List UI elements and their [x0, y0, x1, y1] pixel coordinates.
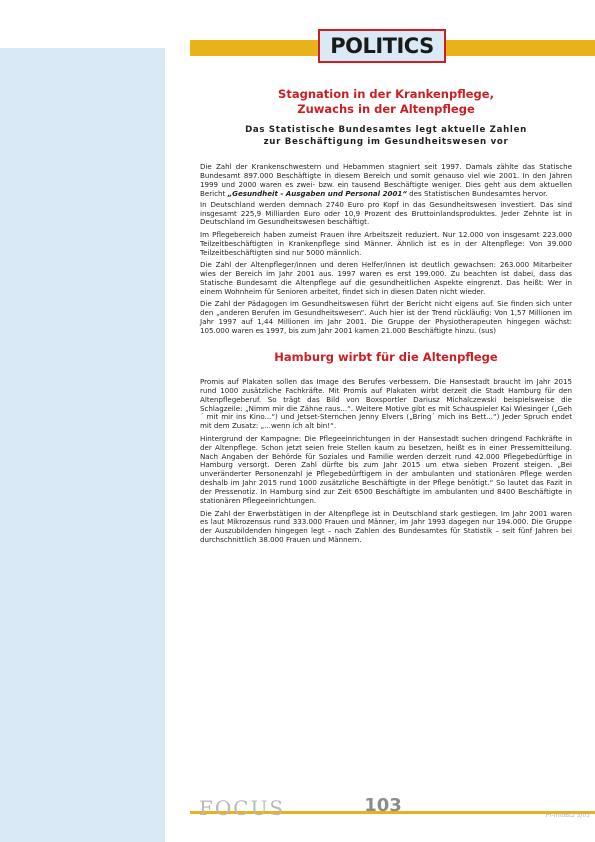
- article-paragraph-4: Die Zahl der Altenpfleger/innen und deren Helfer/innen ist deutlich gewachsen: 263.000 Mitarbeiter wies der Bereich im Jahr 2001 aus. 1997 waren es erst 199.000. Zu beachten ist dabei, dass das Statische Bundesamt die Altenpflege auf die gesundheitlichen Aspekte eingrenzt. Das heißt: Wer in einem Wohnheim für Senioren arbeitet, findet sich in diesen Daten nicht wieder.: [200, 260, 572, 296]
- article-subtitle: [200, 125, 572, 148]
- article-title: [200, 87, 572, 117]
- footer-reference: Pr-InfoBtz 3/03: [545, 812, 590, 819]
- second-article-title: Hamburg wirbt für die Altenpflege: [274, 349, 498, 364]
- report-title: „Gesundheit - Ausgaben und Personal 2001“: [227, 188, 407, 198]
- article-content: [200, 87, 572, 545]
- article-paragraph-2: In Deutschland werden demnach 2740 Euro pro Kopf in das Gesundheitswesen investiert. Das sind insgesamt 225,9 Milliarden Euro oder 10,9 Prozent des Bruttoinlandsproduktes. Jeder Zehnte ist in Deutschland im Gesundheitswesen beschäftigt.: [200, 199, 572, 227]
- article-paragraph-3: Im Pflegebereich haben zumeist Frauen ihre Arbeitszeit reduziert. Nur 12.000 von insgesamt 223.000 Teilzeitbeschäftigten in Krankenpflege sind Männer. Ähnlich ist es in der Altenpflege: Von 39.000 Teilzeitbeschäftigten sind nur 5000 männlich.: [200, 229, 572, 257]
- footer-page-number: 103: [364, 795, 402, 816]
- article-paragraph-1: [200, 163, 572, 199]
- second-article-paragraph-3: Die Zahl der Erwerbstätigen in der Altenpflege ist in Deutschland stark gestiegen. Im Jahr 2001 waren es laut Mikrozensus rund 333.000 Frauen und Männer, im Jahr 1993 dagegen nur 194.000. Die Gruppe der Auszubildenden hingegen legt – nach Zahlen des Bundesamtes für Statistik – seit fünf Jahren bei durchschnittlich 38.000 Frauen und Männern.: [200, 508, 572, 545]
- footer-magazine-title: FOCUS: [199, 796, 286, 820]
- second-article-paragraph-1: Promis auf Plakaten sollen das Image des Berufes verbessern. Die Hansestadt braucht im Jahr 2015 rund 1000 zusätzliche Fachkräfte. Mit Promis auf Plakaten wirbt derzeit die Stadt Hamburg für den Altenpflegeberuf. So trägt das Bild von Boxsportler Dariusz Michalczewski beispielsweise die Schlagzeile: „Nimm mir die Zähne raus...“. Weitere Motive gibt es mit Schauspieler Kai Wiesinger („Geh´ mit mir ins Kino...“) und Jetset-Sternchen Jenny Elvers („Bring´ mich ins Bett...“) Jeder Spruch endet mit dem Zusatz: „...wenn ich alt bin!“.: [200, 376, 572, 431]
- paragraph-1-text-end: des Statistischen Bundesamtes hervor.: [406, 188, 548, 198]
- section-label: POLITICS: [330, 34, 434, 58]
- article-subtitle-line-1: Das Statistische Bundesamtes legt aktuelle Zahlen: [245, 125, 527, 135]
- article-title-line-2: Zuwachs in der Altenpflege: [297, 102, 475, 116]
- second-article-paragraph-2: Hintergrund der Kampagne: Die Pflegeeinrichtungen in der Hansestadt suchen dringend Fachkräfte in der Altenpflege. Schon jetzt seien freie Stellen kaum zu besetzen, heißt es in einer Pressemitteilung. Nach Angaben der Behörde für Soziales und Familie werden derzeit rund 42.000 Pflegebedürftige in Hamburg versorgt. Deren Zahl dürfte bis zum Jahr 2015 um etwa sieben Prozent steigen. „Bei unveränderter Personenzahl je Pflegebedürftigem in der ambulanten und stationären Pflege werden deshalb im Jahr 2015 rund 1000 zusätzliche Beschäftigte in der Pflege benötigt.“ So lautet das Fazit in der Pressenotiz. In Hamburg sind zur Zeit 6500 Beschäftigte im ambulanten und 8400 Beschäftigte in stationären Pflegeeinrichtungen.: [200, 433, 572, 506]
- sidebar-panel: [0, 48, 165, 842]
- article-title-line-1: Stagnation in der Krankenpflege,: [278, 87, 494, 101]
- article-paragraph-5: Die Zahl der Pädagogen im Gesundheitswesen führt der Bericht nicht eigens auf. Sie finden sich unter den „anderen Berufen im Gesundheitswesen“. Auch hier ist der Trend rückläufig: Von 1,57 Millionen im Jahr 1997 auf 1,44 Millionen im Jahr 2001. Die Gruppe der Physiotherapeuten hingegen wächst: 105.000 waren es 1997, bis zum Jahr 2001 kamen 21.000 Beschäftigte hinzu. (sus): [200, 299, 572, 335]
- paragraph-1-text-start: Die Zahl der Krankenschwestern und Hebammen stagniert seit 1997. Damals zählte das Statische Bundesamt 897.000 Beschäftigte in diesem Bereich und somit genauso viel wie 2001. In den Jahren 1999 und 2000 waren es zwei- bzw. ein tausend Beschäftigte weniger. Dies geht aus dem aktuellen Bericht: [200, 162, 572, 198]
- article-subtitle-line-2: zur Beschäftigung im Gesundheitswesen vor: [263, 136, 509, 147]
